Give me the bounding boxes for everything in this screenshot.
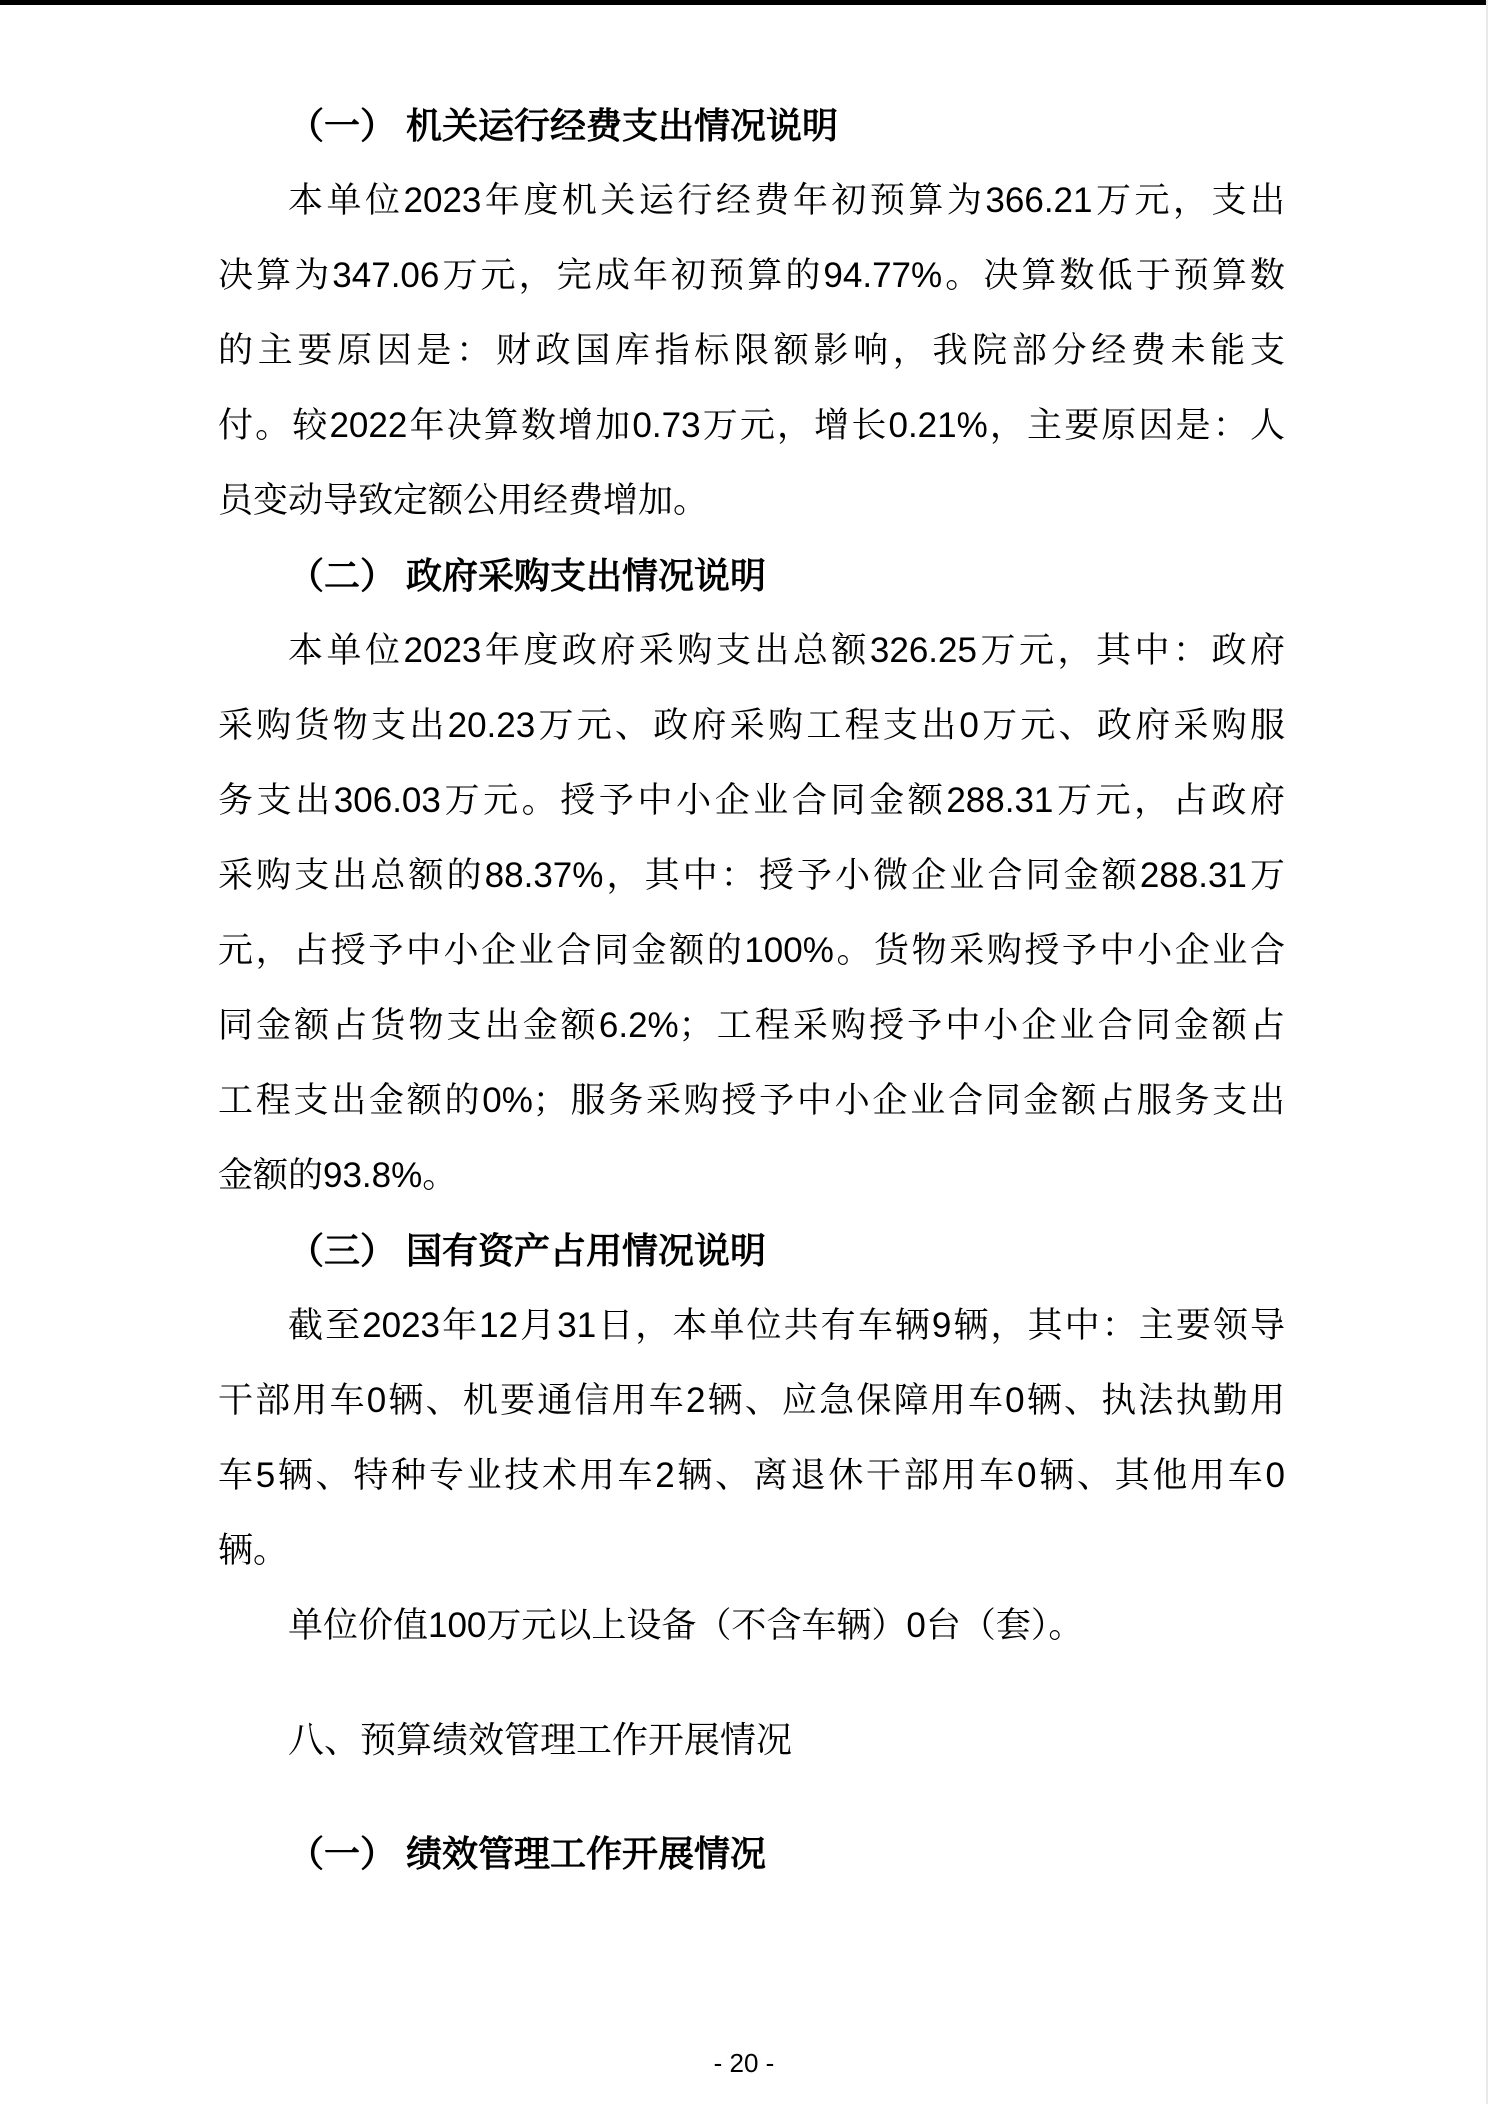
paragraph-line: 辆。 <box>218 1531 289 1570</box>
paragraph-line: 采购支出总额的88.37%，其中：授予小微企业合同金额288.31万 <box>218 856 1285 895</box>
document-body <box>218 88 1285 1891</box>
paragraph-line: 单位价值100万元以上设备（不含车辆）0台（套）。 <box>288 1606 1084 1645</box>
paragraph-line: 的主要原因是：财政国库指标限额影响，我院部分经费未能支 <box>218 331 1285 370</box>
paragraph-line: 干部用车0辆、机要通信用车2辆、应急保障用车0辆、执法执勤用 <box>218 1381 1285 1420</box>
paragraph-line: 本单位2023年度政府采购支出总额326.25万元，其中：政府 <box>288 631 1285 670</box>
paragraph-line: 本单位2023年度机关运行经费年初预算为366.21万元，支出 <box>288 181 1285 220</box>
page-top-edge <box>0 0 1488 5</box>
section-heading: （三） 国有资产占用情况说明 <box>288 1230 767 1271</box>
paragraph-line: 决算为347.06万元，完成年初预算的94.77%。决算数低于预算数 <box>218 256 1285 295</box>
paragraph-line: 工程支出金额的0%；服务采购授予中小企业合同金额占服务支出 <box>218 1081 1285 1120</box>
page-number: - 20 - <box>713 2048 775 2078</box>
paragraph-line: 付。较2022年决算数增加0.73万元，增长0.21%，主要原因是：人 <box>218 406 1285 445</box>
paragraph-line: 截至2023年12月31日，本单位共有车辆9辆，其中：主要领导 <box>288 1306 1285 1345</box>
section-heading: （二） 政府采购支出情况说明 <box>288 555 767 596</box>
section-heading: （一） 绩效管理工作开展情况 <box>288 1833 767 1874</box>
paragraph-line: 同金额占货物支出金额6.2%；工程采购授予中小企业合同金额占 <box>218 1006 1285 1045</box>
paragraph-line: 车5辆、特种专业技术用车2辆、离退休干部用车0辆、其他用车0 <box>218 1456 1285 1495</box>
section-heading: （一） 机关运行经费支出情况说明 <box>288 105 839 146</box>
paragraph-line: 采购货物支出20.23万元、政府采购工程支出0万元、政府采购服 <box>218 706 1285 745</box>
paragraph-line: 金额的93.8%。 <box>218 1156 458 1195</box>
paragraph-line: 务支出306.03万元。授予中小企业合同金额288.31万元，占政府 <box>218 781 1285 820</box>
chapter-heading: 八、预算绩效管理工作开展情况 <box>288 1719 793 1760</box>
paragraph-line: 元，占授予中小企业合同金额的100%。货物采购授予中小企业合 <box>218 931 1285 970</box>
paragraph-line: 员变动导致定额公用经费增加。 <box>218 481 709 520</box>
